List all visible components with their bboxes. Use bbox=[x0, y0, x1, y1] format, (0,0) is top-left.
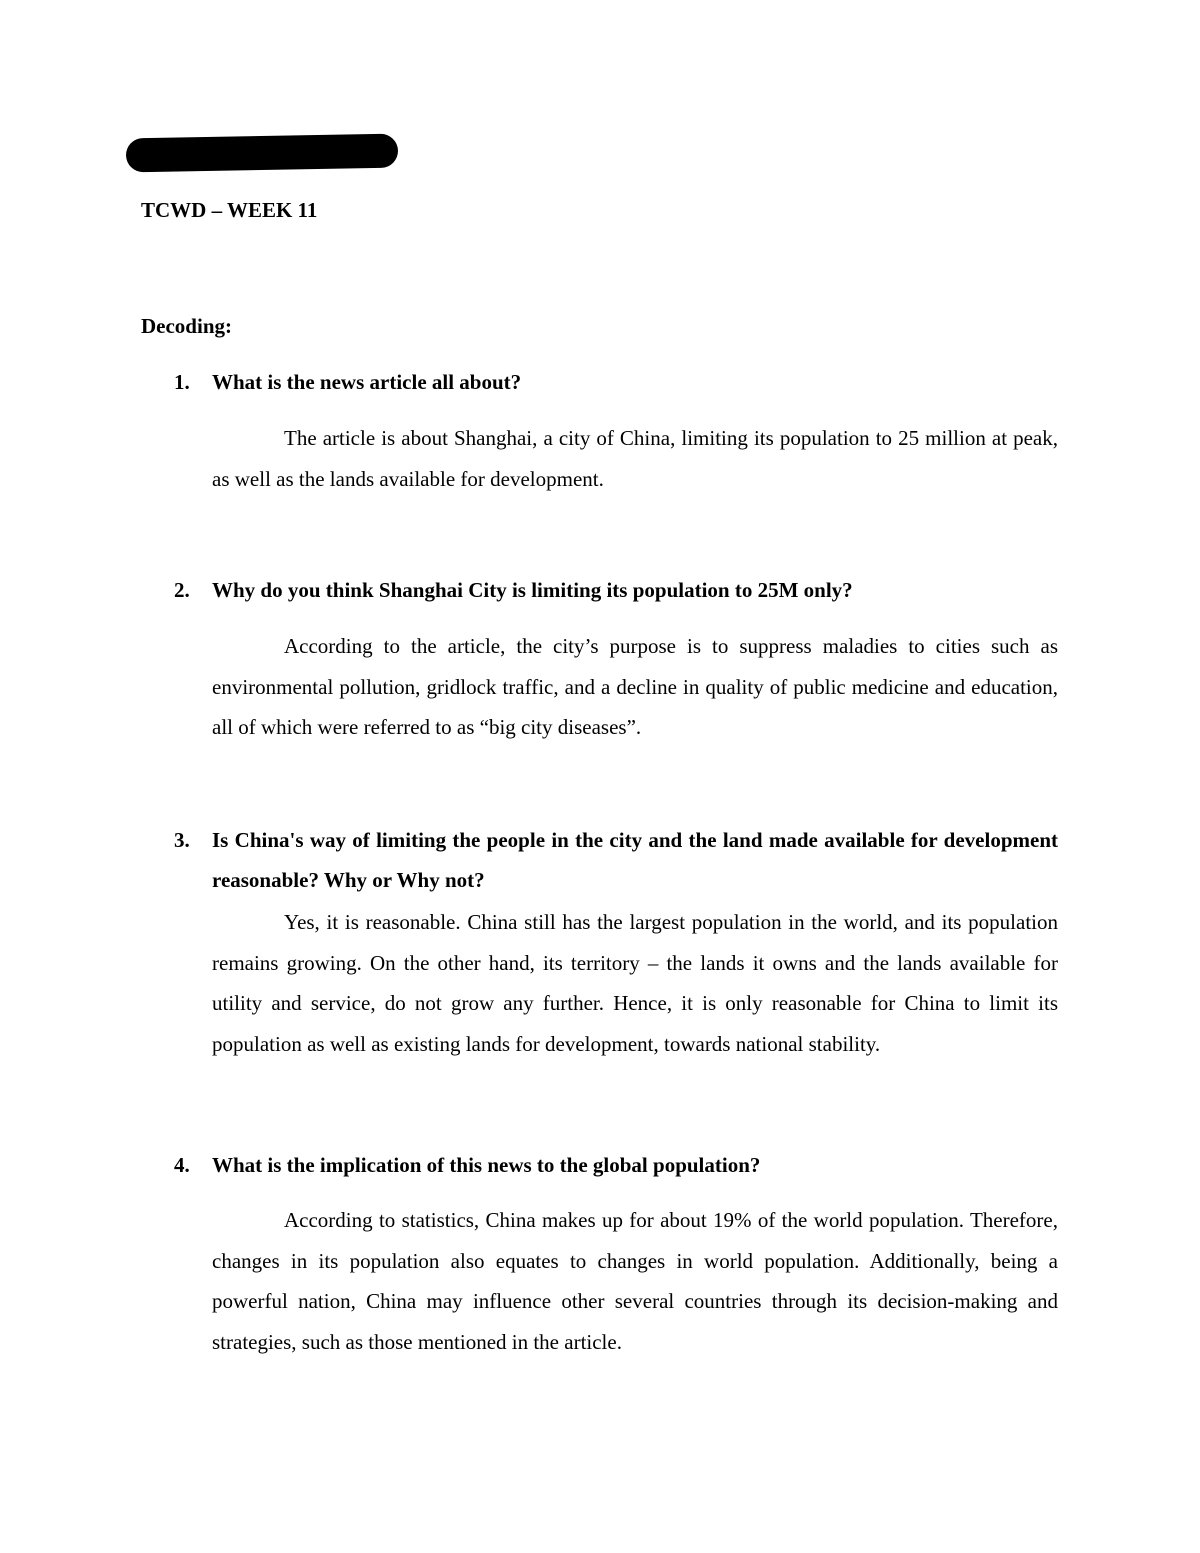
question-number: 3. bbox=[174, 828, 190, 852]
question-1 bbox=[174, 362, 1058, 402]
section-label: Decoding: bbox=[141, 314, 232, 338]
question-text: What is the news article all about? bbox=[212, 370, 522, 394]
question-number: 1. bbox=[174, 370, 190, 394]
question-text: Is China's way of limiting the people in the city and the land made available for development reasonable? Why or Why not? bbox=[212, 828, 1058, 892]
answer-1: The article is about Shanghai, a city of China, limiting its population to 25 million at peak, as well as the lands available for development. bbox=[212, 426, 1058, 491]
question-3 bbox=[174, 820, 1058, 900]
question-text: Why do you think Shanghai City is limiting its population to 25M only? bbox=[212, 578, 853, 602]
answer-3: Yes, it is reasonable. China still has the largest population in the world, and its population remains growing. On the other hand, its territory – the lands it owns and the lands available for utility and service, do not grow any further. Hence, it is only reasonable for China to limit its population as well as existing lands for development, towards national stability. bbox=[212, 910, 1058, 1056]
answer-2: According to the article, the city’s purpose is to suppress maladies to cities such as environmental pollution, gridlock traffic, and a decline in quality of public medicine and education, all of which were referred to as “big city diseases”. bbox=[212, 634, 1058, 739]
question-number: 2. bbox=[174, 578, 190, 602]
question-4 bbox=[174, 1145, 1058, 1185]
answer-4: According to statistics, China makes up for about 19% of the world population. Therefore, changes in its population also equates to changes in world population. Additionally, being a powerful nation, China may influence other several countries through its decision-making and strategies, such as those mentioned in the article. bbox=[212, 1208, 1058, 1354]
question-2 bbox=[174, 570, 1058, 610]
question-number: 4. bbox=[174, 1153, 190, 1177]
question-text: What is the implication of this news to the global population? bbox=[212, 1153, 761, 1177]
redacted-name-block bbox=[126, 134, 399, 173]
course-title: TCWD – WEEK 11 bbox=[141, 198, 318, 222]
